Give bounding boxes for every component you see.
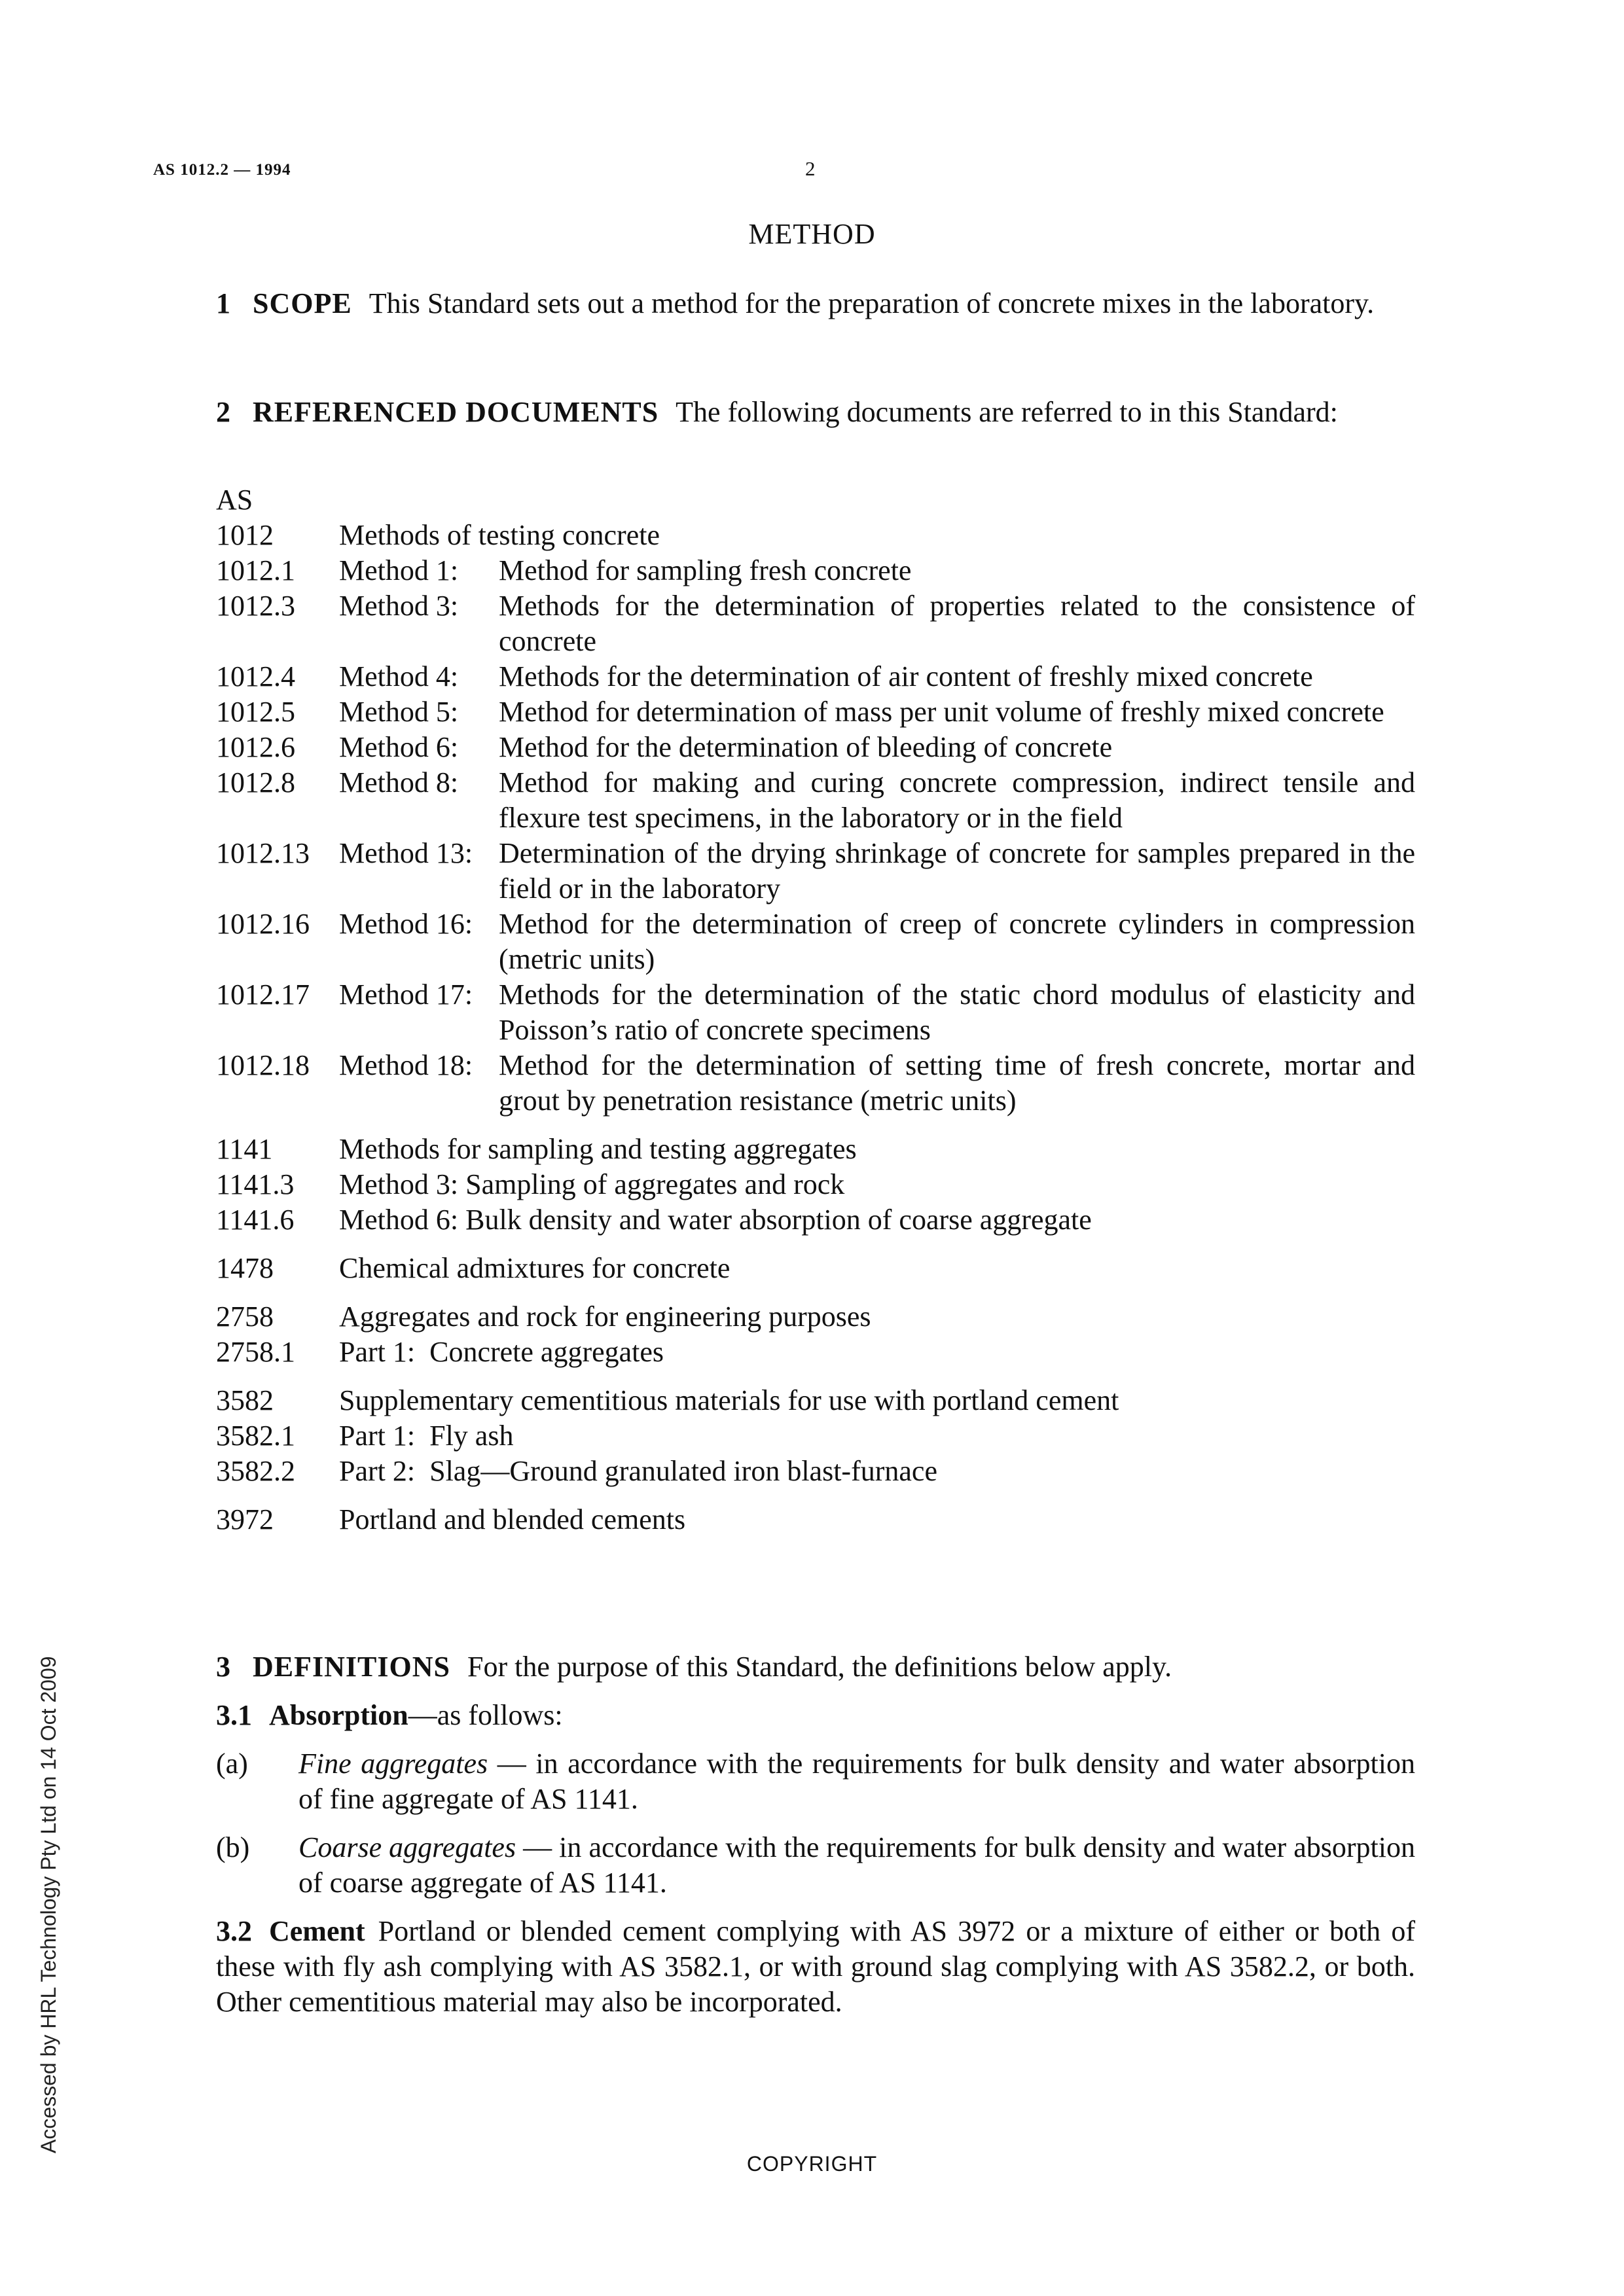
reference-code: 1012.5	[216, 696, 295, 728]
reference-code: 3582	[216, 1384, 274, 1416]
definition-3-2-text: Portland or blended cement complying with AS 3972 or a mixture of either or both of these with fly ash complying with AS 3582.1, or with ground slag complying with AS 3582.2, or both. Other cementitious material may also be incorporated.	[216, 1915, 1415, 2018]
reference-row	[216, 518, 1415, 553]
reference-method: Method 4:	[339, 660, 459, 692]
scope-number: 1	[216, 287, 230, 319]
item-dash: —	[516, 1831, 560, 1863]
reference-row	[216, 553, 1415, 588]
item-label: (b)	[216, 1831, 250, 1863]
copyright-footer: COPYRIGHT	[746, 2152, 878, 2176]
definition-3-2-number: 3.2	[216, 1915, 252, 1947]
referenced-heading: REFERENCED DOCUMENTS	[253, 396, 659, 428]
reference-method: Method 8:	[339, 766, 459, 798]
definition-item-b	[216, 1830, 1415, 1901]
reference-code: 1012.13	[216, 837, 310, 869]
group-gap	[216, 1119, 1415, 1132]
standards-prefix: AS	[216, 484, 253, 516]
reference-code: 1012.8	[216, 766, 295, 798]
standard-code: AS 1012.2 — 1994	[153, 161, 291, 179]
reference-row	[216, 836, 1415, 906]
reference-row	[216, 730, 1415, 765]
reference-row	[216, 906, 1415, 977]
reference-title: Methods for sampling and testing aggregates	[339, 1133, 857, 1165]
access-watermark: Accessed by HRL Technology Pty Ltd on 14 Oct 2009	[37, 1656, 60, 2153]
reference-code: 2758.1	[216, 1336, 295, 1368]
reference-row	[216, 1251, 1415, 1286]
reference-title: Methods for the determination of air content of freshly mixed concrete	[499, 660, 1313, 692]
reference-method: Method 5:	[339, 696, 459, 728]
scope-text: This Standard sets out a method for the preparation of concrete mixes in the laboratory.	[369, 287, 1375, 319]
reference-code: 1012.3	[216, 590, 295, 622]
definition-3-1-term: Absorption	[269, 1699, 408, 1731]
reference-code: 1141.6	[216, 1204, 295, 1236]
reference-title: Method for making and curing concrete compression, indirect tensile and flexure test specimens, in the laboratory or in the field	[499, 766, 1415, 834]
reference-row	[216, 1299, 1415, 1335]
reference-row	[216, 588, 1415, 659]
reference-code: 1141.3	[216, 1168, 295, 1200]
definition-3-1-suffix: —as follows:	[408, 1699, 563, 1731]
definitions-heading: DEFINITIONS	[253, 1651, 450, 1683]
reference-method: Method 18:	[339, 1049, 473, 1081]
reference-title: Method for the determination of creep of concrete cylinders in compression (metric units)	[499, 908, 1415, 975]
item-text: in accordance with the requirements for bulk density and water absorption of fine aggregate of AS 1141.	[298, 1748, 1415, 1815]
reference-code: 1012.17	[216, 978, 310, 1011]
reference-code: 3972	[216, 1503, 274, 1535]
reference-title: Part 2: Slag—Ground granulated iron blast-furnace	[339, 1455, 937, 1487]
reference-row	[216, 1132, 1415, 1167]
reference-method: Method 16:	[339, 908, 473, 940]
reference-row	[216, 1335, 1415, 1370]
item-dash: —	[488, 1748, 536, 1780]
reference-code: 1012.1	[216, 554, 295, 586]
reference-code: 3582.1	[216, 1420, 295, 1452]
reference-method: Method 17:	[339, 978, 473, 1011]
reference-row	[216, 694, 1415, 730]
reference-title: Methods for the determination of the static chord modulus of elasticity and Poisson’s ratio of concrete specimens	[499, 978, 1415, 1046]
reference-title: Methods for the determination of properties related to the consistence of concrete	[499, 590, 1415, 657]
reference-title: Part 1: Concrete aggregates	[339, 1336, 664, 1368]
reference-code: 1012	[216, 519, 274, 551]
reference-code: 3582.2	[216, 1455, 295, 1487]
definition-3-1	[216, 1698, 1415, 1733]
reference-code: 1012.4	[216, 660, 295, 692]
definition-3-2-term: Cement	[269, 1915, 365, 1947]
reference-title: Part 1: Fly ash	[339, 1420, 514, 1452]
page-number: 2	[805, 157, 816, 180]
reference-title: Method for the determination of bleeding of concrete	[499, 731, 1113, 763]
reference-title: Supplementary cementitious materials for use with portland cement	[339, 1384, 1119, 1416]
group-gap	[216, 1489, 1415, 1502]
reference-title: Method for determination of mass per unit volume of freshly mixed concrete	[499, 696, 1384, 728]
definitions-intro	[216, 1649, 1415, 1685]
page-title: METHOD	[748, 218, 876, 250]
reference-code: 2758	[216, 1300, 274, 1333]
reference-code: 1012.16	[216, 908, 310, 940]
scope-section	[216, 286, 1415, 321]
reference-code: 1012.18	[216, 1049, 310, 1081]
referenced-number: 2	[216, 396, 230, 428]
reference-title: Aggregates and rock for engineering purposes	[339, 1300, 871, 1333]
scope-heading: SCOPE	[253, 287, 352, 319]
referenced-text: The following documents are referred to in this Standard:	[676, 396, 1338, 428]
reference-title: Method 6: Bulk density and water absorption of coarse aggregate	[339, 1204, 1092, 1236]
reference-row	[216, 1167, 1415, 1202]
reference-method: Method 1:	[339, 554, 459, 586]
definitions-section	[216, 1649, 1415, 2020]
item-term: Coarse aggregates	[298, 1831, 516, 1863]
reference-code: 1478	[216, 1252, 274, 1284]
referenced-documents-list	[216, 482, 1415, 1537]
item-text: in accordance with the requirements for bulk density and water absorption of coarse aggregate of AS 1141.	[298, 1831, 1415, 1899]
reference-code: 1141	[216, 1133, 273, 1165]
reference-title: Chemical admixtures for concrete	[339, 1252, 731, 1284]
reference-method: Method 3:	[339, 590, 459, 622]
reference-row	[216, 977, 1415, 1048]
reference-title: Determination of the drying shrinkage of concrete for samples prepared in the field or in the laboratory	[499, 837, 1415, 905]
group-gap	[216, 1286, 1415, 1299]
reference-code: 1012.6	[216, 731, 295, 763]
definition-3-1-number: 3.1	[216, 1699, 252, 1731]
reference-row	[216, 1502, 1415, 1537]
definition-3-2	[216, 1914, 1415, 2020]
reference-title: Portland and blended cements	[339, 1503, 686, 1535]
item-label: (a)	[216, 1748, 248, 1780]
group-gap	[216, 1370, 1415, 1383]
reference-method: Method 6:	[339, 731, 459, 763]
reference-title: Methods of testing concrete	[339, 519, 660, 551]
reference-title: Method 3: Sampling of aggregates and rock	[339, 1168, 845, 1200]
reference-row	[216, 1048, 1415, 1119]
definitions-number: 3	[216, 1651, 230, 1683]
reference-method: Method 13:	[339, 837, 473, 869]
reference-row	[216, 1418, 1415, 1454]
reference-row	[216, 659, 1415, 694]
reference-row	[216, 765, 1415, 836]
definition-item-a	[216, 1746, 1415, 1817]
group-gap	[216, 1238, 1415, 1251]
reference-row	[216, 1202, 1415, 1238]
reference-row	[216, 1383, 1415, 1418]
reference-title: Method for sampling fresh concrete	[499, 554, 912, 586]
definitions-text: For the purpose of this Standard, the definitions below apply.	[467, 1651, 1172, 1683]
reference-row	[216, 1454, 1415, 1489]
referenced-documents-section	[216, 395, 1415, 430]
item-term: Fine aggregates	[298, 1748, 488, 1780]
reference-title: Method for the determination of setting time of fresh concrete, mortar and grout by penetration resistance (metric units)	[499, 1049, 1415, 1117]
